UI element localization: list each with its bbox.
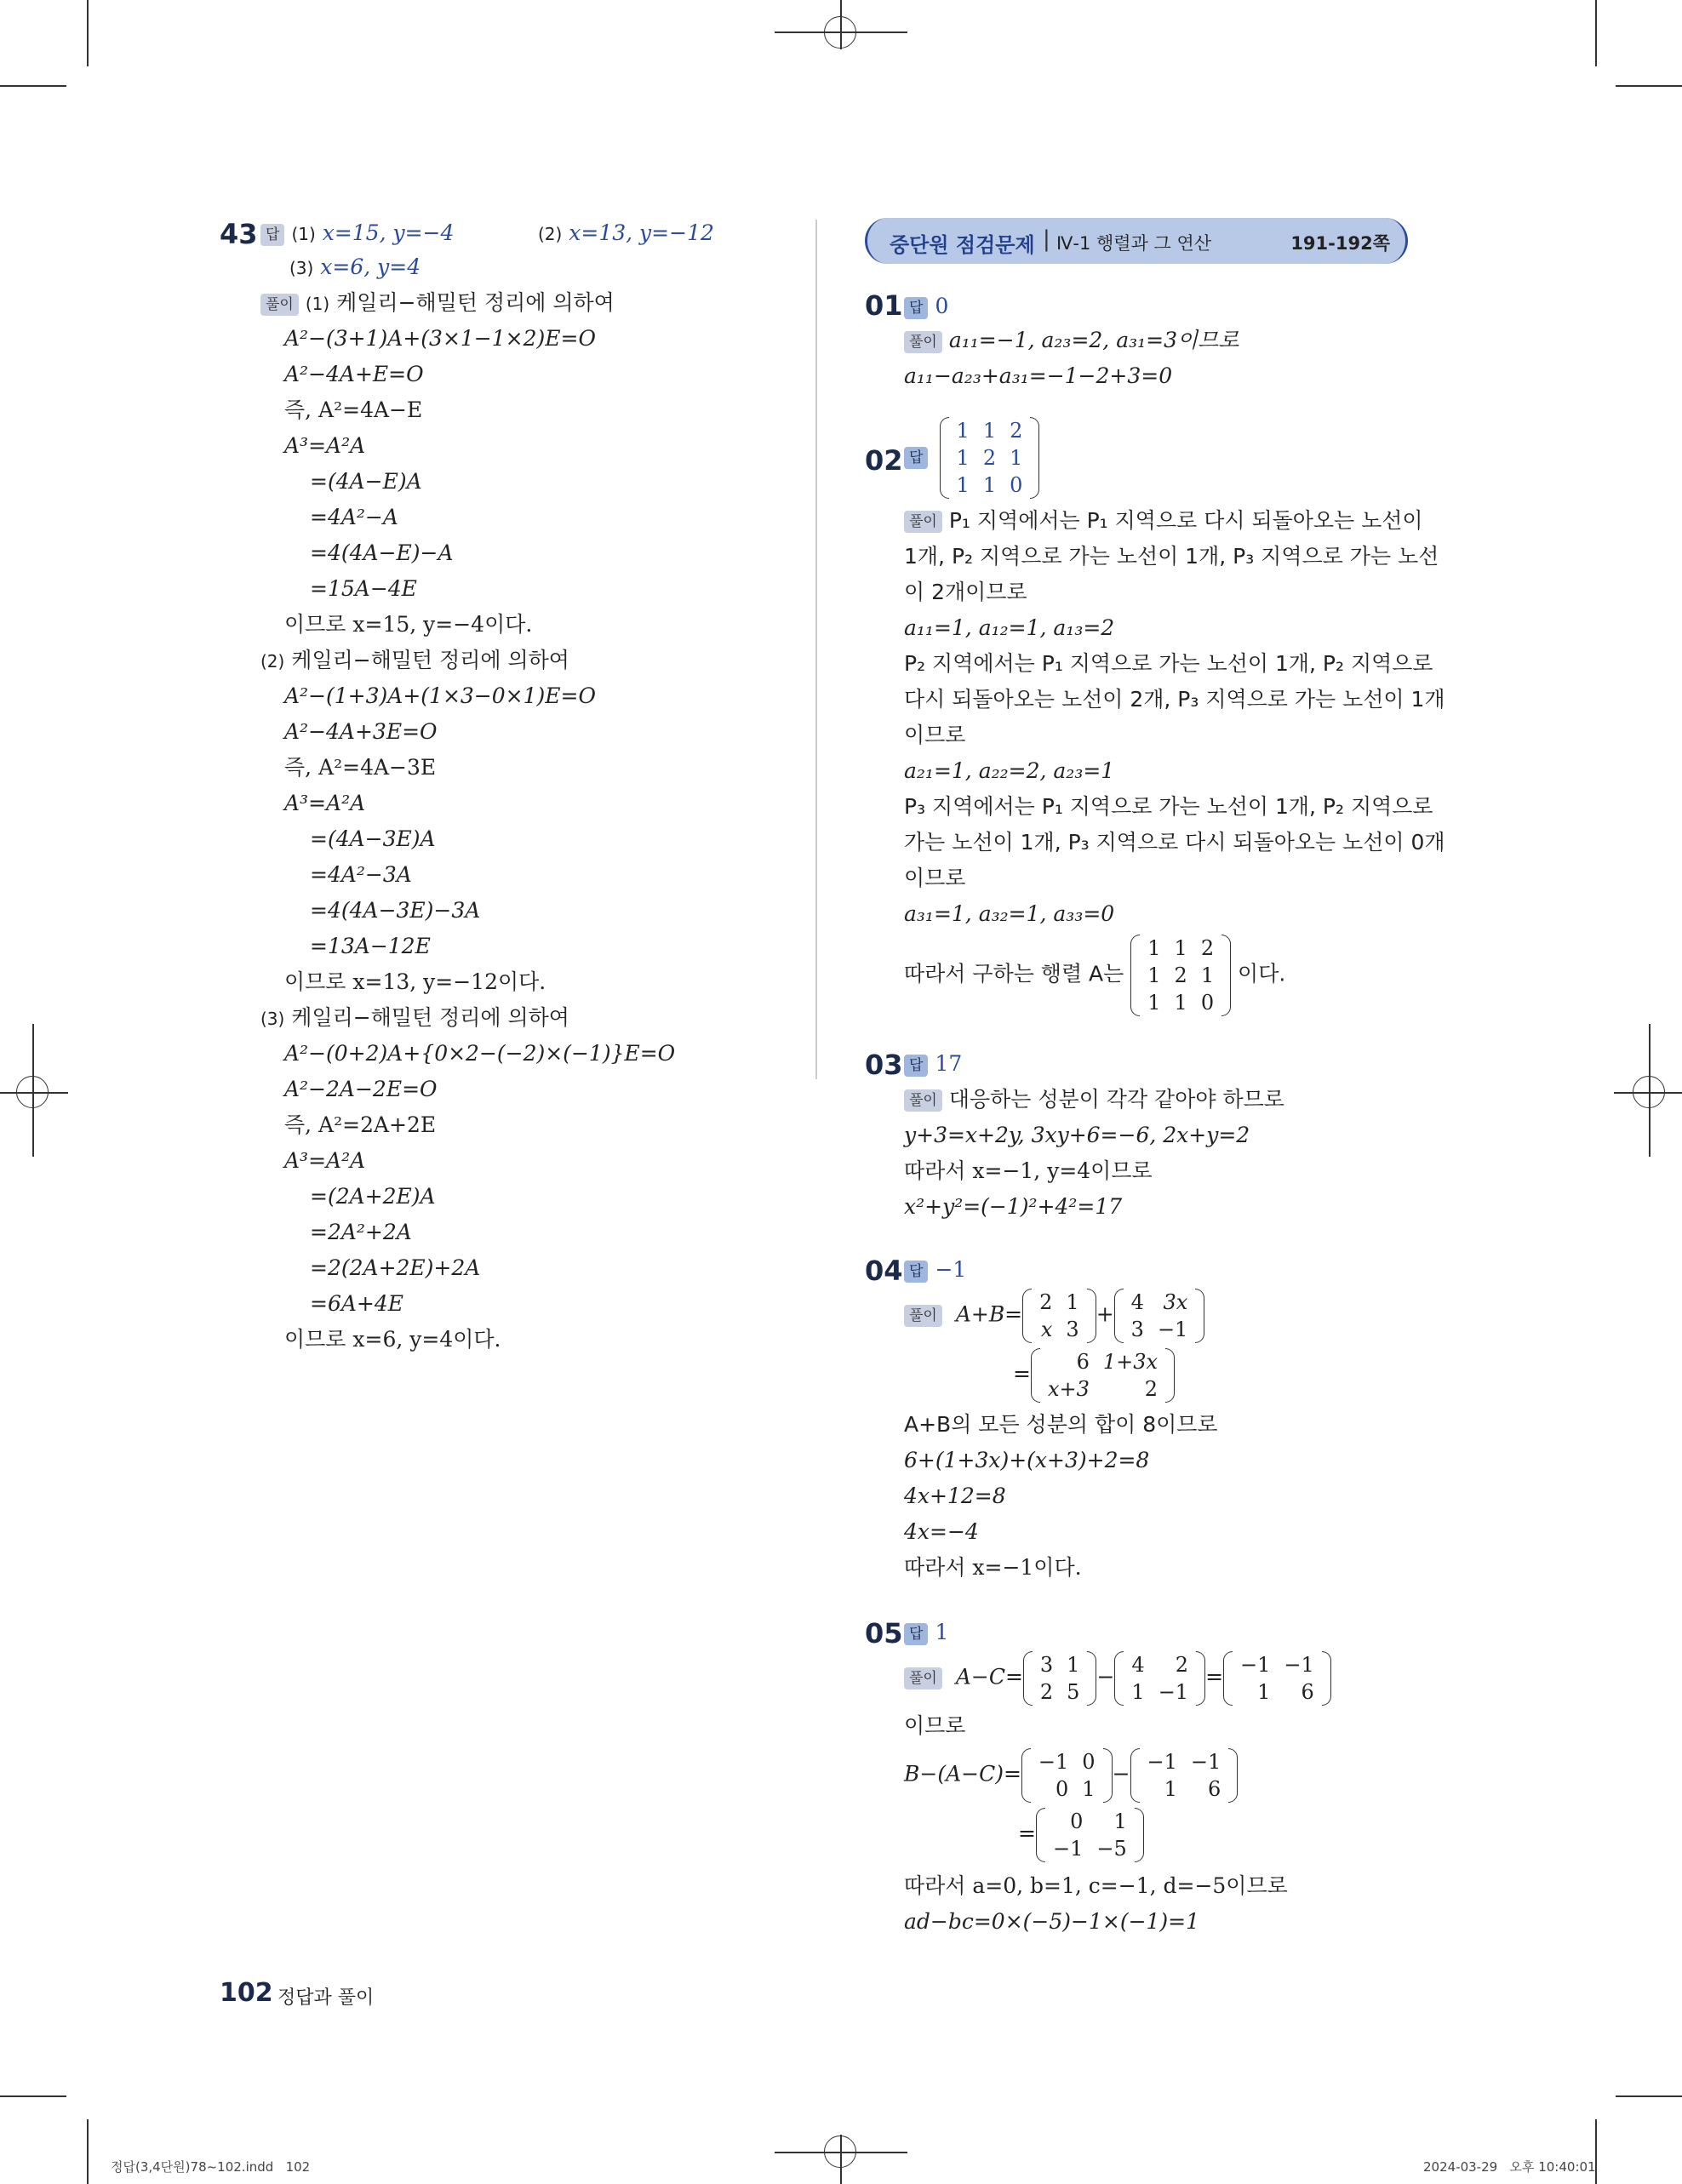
solution-line: 따라서 a=0, b=1, c=−1, d=−5이므로	[904, 1873, 1288, 1898]
solution-line: 풀이 a₁₁=−1, a₂₃=2, a₃₁=3이므로	[904, 323, 1239, 357]
page-label: 정답과 풀이	[277, 1987, 375, 2009]
solution-line: 이므로	[904, 723, 966, 747]
crop-mark	[0, 85, 66, 87]
matrix-b: 4 3x 3 −1	[1114, 1289, 1205, 1343]
solution-line: 다시 되돌아오는 노선이 2개, P₃ 지역으로 가는 노선이 1개	[904, 687, 1445, 712]
solution-intro: 풀이 (1) 케일리−해밀턴 정리에 의하여	[260, 286, 615, 321]
solution-line: 6+(1+3x)+(x+3)+2=8	[904, 1448, 1150, 1472]
solution-line: =4A²−A	[310, 505, 398, 529]
solution-line: 따라서 x=−1이다.	[904, 1555, 1082, 1580]
answer-line	[904, 289, 948, 323]
solution-badge: 풀이	[904, 1305, 942, 1327]
solution-line: =2(2A+2E)+2A	[310, 1255, 481, 1280]
answer-line: (2) x=13, y=−12	[538, 220, 714, 245]
matrix-a: 3 1 2 5	[1023, 1651, 1097, 1706]
registration-circle-icon	[824, 16, 856, 49]
solution-line: =6A+4E	[310, 1291, 404, 1316]
equation-row: = 0 1 −1 −5	[1018, 1808, 1144, 1862]
column-divider	[815, 220, 817, 1079]
matrix-result: 0 1 −1 −5	[1036, 1808, 1144, 1862]
answer-badge: 답	[904, 297, 928, 319]
solution-line: A²−(0+2)A+{0×2−(−2)×(−1)}E=O	[284, 1041, 676, 1066]
crop-mark	[1616, 85, 1682, 87]
solution-line: A²−4A+3E=O	[284, 719, 438, 744]
answer-line	[904, 1047, 962, 1081]
registration-circle-icon	[1633, 1076, 1665, 1108]
solution-line: 이므로 x=6, y=4이다.	[284, 1327, 501, 1352]
solution-line: a₁₁−a₂₃+a₃₁=−1−2+3=0	[904, 363, 1173, 388]
section-separator: |	[1043, 226, 1050, 252]
matrix-a-minus-c: −1 −1 1 6	[1130, 1748, 1239, 1803]
solution-line: 풀이 대응하는 성분이 각각 같아야 하므로	[904, 1083, 1284, 1117]
solution-line: 즉, A²=4A−E	[284, 397, 423, 422]
registration-circle-icon	[824, 2135, 856, 2168]
solution-line: =(4A−E)A	[310, 469, 422, 494]
answer-line	[904, 1615, 948, 1649]
answer-badge: 답	[904, 1623, 928, 1645]
solution-intro: (2) 케일리−해밀턴 정리에 의하여	[260, 648, 569, 672]
solution-line: A²−(3+1)A+(3×1−1×2)E=O	[284, 326, 596, 351]
question-number: 03	[865, 1049, 903, 1081]
question-number: 04	[865, 1255, 903, 1287]
solution-line: x²+y²=(−1)²+4²=17	[904, 1194, 1123, 1219]
solution-badge: 풀이	[904, 1089, 942, 1112]
solution-line: A³=A²A	[284, 433, 366, 458]
answer-value: 1	[935, 1620, 949, 1644]
solution-line: 가는 노선이 1개, P₃ 지역으로 다시 되돌아오는 노선이 0개	[904, 830, 1445, 855]
answer-line: 답 (1) x=15, y=−4	[260, 216, 454, 251]
answer-1: x=15, y=−4	[322, 220, 455, 245]
equation-row: B−(A−C)= −1 0 0 1 − −1 −1 1 6	[904, 1748, 1238, 1803]
answer-value: −1	[935, 1257, 967, 1282]
registration-circle-icon	[16, 1076, 49, 1108]
page-number: 102	[220, 1978, 273, 2008]
crop-mark	[1616, 2095, 1682, 2097]
answer-line	[904, 417, 1039, 499]
crop-mark	[1595, 0, 1597, 66]
result-matrix: 1 1 2 1 2 1 1 1 0	[1130, 935, 1231, 1016]
solution-badge: 풀이	[904, 1667, 942, 1689]
solution-line: a₃₁=1, a₃₂=1, a₃₃=0	[904, 901, 1115, 926]
solution-line: 이 2개이므로	[904, 580, 1027, 604]
solution-line: 1개, P₂ 지역으로 가는 노선이 1개, P₃ 지역으로 가는 노선	[904, 544, 1439, 569]
answer-badge: 답	[904, 1261, 928, 1283]
solution-line: =(4A−3E)A	[310, 826, 436, 851]
matrix-a: 2 1 x 3	[1022, 1289, 1096, 1343]
solution-line: a₁₁=1, a₁₂=1, a₁₃=2	[904, 615, 1115, 640]
solution-line: P₂ 지역에서는 P₁ 지역으로 가는 노선이 1개, P₂ 지역으로	[904, 651, 1433, 676]
solution-line: A+B의 모든 성분의 합이 8이므로	[904, 1412, 1218, 1437]
solution-line: 풀이 P₁ 지역에서는 P₁ 지역으로 다시 되돌아오는 노선이	[904, 504, 1423, 538]
answer-line	[904, 1253, 966, 1287]
solution-line: 이므로 x=13, y=−12이다.	[284, 969, 546, 994]
matrix-c: 4 2 1 −1	[1114, 1651, 1205, 1706]
print-timestamp: 2024-03-29 오후 10:40:01	[1423, 2159, 1596, 2175]
equation-row: = 6 1+3x x+3 2	[1013, 1348, 1175, 1403]
solution-line: =4A²−3A	[310, 862, 412, 887]
solution-line: 4x=−4	[904, 1519, 979, 1544]
question-number: 05	[865, 1617, 903, 1649]
solution-line: 이므로 x=15, y=−4이다.	[284, 612, 533, 637]
crop-mark	[87, 0, 89, 66]
file-slug: 정답(3,4단원)78~102.indd 102	[111, 2159, 311, 2175]
solution-badge: 풀이	[260, 294, 299, 316]
answer-badge: 답	[260, 224, 284, 246]
matrix-a-minus-c: −1 −1 1 6	[1223, 1651, 1331, 1706]
section-title: 중단원 점검문제	[890, 233, 1035, 257]
answer-value: 17	[935, 1051, 963, 1076]
solution-line: y+3=x+2y, 3xy+6=−6, 2x+y=2	[904, 1123, 1250, 1147]
solution-line: 즉, A²=4A−3E	[284, 755, 437, 780]
solution-line: A³=A²A	[284, 1148, 366, 1173]
section-subtitle: Ⅳ-1 행렬과 그 연산	[1056, 233, 1212, 254]
solution-line: =15A−4E	[310, 576, 417, 601]
answer-badge: 답	[904, 1055, 928, 1077]
solution-line: a₂₁=1, a₂₂=2, a₂₃=1	[904, 758, 1115, 783]
solution-line: =4(4A−3E)−3A	[310, 898, 481, 923]
section-pages: 191-192쪽	[1290, 233, 1390, 254]
solution-line: 4x+12=8	[904, 1484, 1006, 1508]
solution-line: =2A²+2A	[310, 1220, 412, 1244]
solution-line: A²−(1+3)A+(1×3−0×1)E=O	[284, 683, 596, 708]
answer-3: x=6, y=4	[320, 254, 421, 279]
answer-matrix: 1 1 2 1 2 1 1 1 0	[940, 417, 1040, 499]
equation-row: 풀이 A−C= 3 1 2 5 − 4 2 1 −1 = −1 −1 1 6	[904, 1651, 1331, 1706]
section-header	[865, 218, 1408, 264]
matrix-sum: 6 1+3x x+3 2	[1031, 1348, 1175, 1403]
answer-badge: 답	[904, 447, 928, 469]
answer-line: (3) x=6, y=4	[289, 254, 421, 279]
solution-badge: 풀이	[904, 331, 942, 353]
solution-line: =13A−12E	[310, 934, 431, 958]
solution-badge: 풀이	[904, 511, 942, 533]
question-number: 43	[220, 218, 258, 250]
solution-line: A²−2A−2E=O	[284, 1077, 438, 1101]
crop-mark	[0, 2095, 66, 2097]
answer-2: x=13, y=−12	[569, 220, 714, 245]
solution-line: 이므로	[904, 1713, 966, 1738]
solution-line: P₃ 지역에서는 P₁ 지역으로 가는 노선이 1개, P₂ 지역으로	[904, 794, 1433, 819]
matrix-b: −1 0 0 1	[1021, 1748, 1113, 1803]
solution-line: A³=A²A	[284, 791, 366, 815]
solution-line: =(2A+2E)A	[310, 1184, 436, 1209]
crop-mark	[87, 2119, 89, 2184]
solution-line: A²−4A+E=O	[284, 362, 424, 386]
solution-line: =4(4A−E)−A	[310, 540, 454, 565]
equation-row: 풀이 A+B= 2 1 x 3 + 4 3x 3 −1	[904, 1289, 1204, 1343]
question-number: 01	[865, 289, 903, 322]
answer-value: 0	[935, 294, 949, 318]
solution-line: 즉, A²=2A+2E	[284, 1112, 437, 1137]
solution-conclusion: 따라서 구하는 행렬 A는 1 1 2 1 2 1 1 1 0 이다.	[904, 936, 1286, 1015]
solution-intro: (3) 케일리−해밀턴 정리에 의하여	[260, 1005, 569, 1030]
solution-line: 이므로	[904, 866, 966, 890]
question-number: 02	[865, 444, 903, 477]
solution-line: 따라서 x=−1, y=4이므로	[904, 1158, 1153, 1183]
solution-line: ad−bc=0×(−5)−1×(−1)=1	[904, 1909, 1200, 1934]
